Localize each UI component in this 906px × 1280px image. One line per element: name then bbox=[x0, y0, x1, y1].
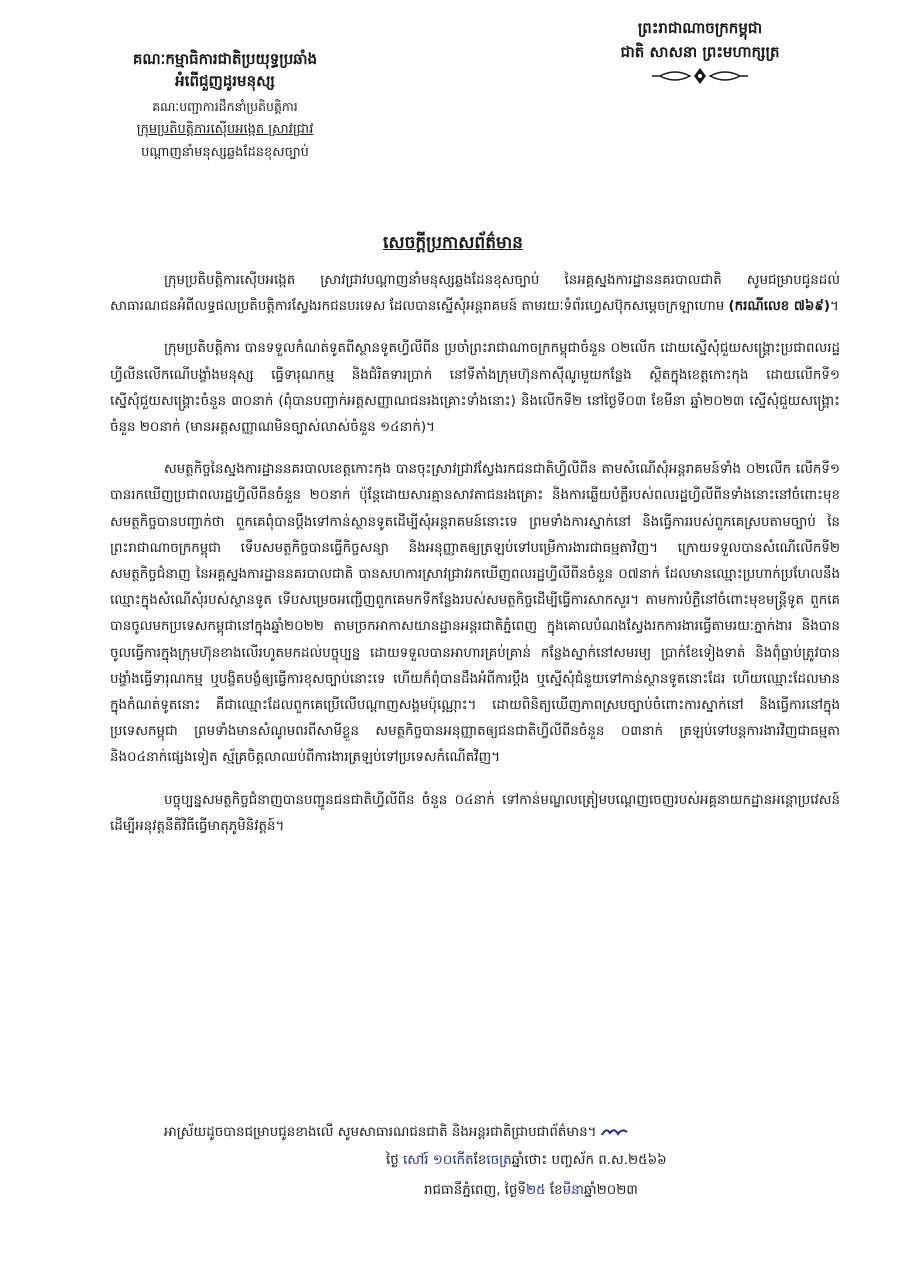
handwritten-day: ២៥ bbox=[526, 1183, 546, 1198]
handwritten-mark-icon bbox=[600, 1125, 630, 1139]
agency-name-line-1: គណៈកម្មាធិការជាតិប្រយុទ្ធប្រឆាំង bbox=[132, 50, 318, 68]
case-number: (ករណីលេខ ៧៦៩) bbox=[728, 299, 830, 315]
handwritten-lunar-day: សៅរ៍ ១០កើត bbox=[403, 1153, 474, 1168]
document-body bbox=[110, 268, 840, 840]
task-force-name-line-2: បណ្តាញនាំមនុស្សឆ្លងដែនខុសច្បាប់ bbox=[141, 145, 309, 160]
issuing-agency-header bbox=[60, 48, 390, 164]
paragraph-embassy-notes: ក្រុមប្រតិបត្តិការ បានទទួលកំណត់ទូតពីស្ថានទូតហ្វីលីពីន ប្រចាំព្រះរាជាណាចក្រកម្ពុជាចំនួន ០២លើក ដោយស្នើសុំជួយសង្គ្រោះប្រជាពលរដ្ឋហ្វីលីនលើកណើបង្ខាំងមនុស្ស ធ្វើទារុណកម្ម និងជំរិតទារប្រាក់ នៅទីតាំងក្រុមហ៊ុនកាស៊ីណូមួយកន្លែង ស្ថិតក្នុងខេត្តកោះកុង ដោយលើកទី១ ស្នើសុំជួយសង្គ្រោះចំនួន ៣០នាក់ (ពុំបានបញ្ជាក់អត្តសញ្ញាណជនរងគ្រោះទាំងនោះ) និងលើកទី២ នៅថ្ងៃទី០៣ ខែមីនា ឆ្នាំ២០២៣ ស្នើសុំជួយសង្គ្រោះចំនួន ២០នាក់ (មានអត្តសញ្ញាណមិនច្បាស់លាស់ចំនួន ១៤នាក់)។ bbox=[110, 341, 840, 436]
paragraph-investigation: សមត្ថកិច្ចនៃស្នងការដ្ឋាននគរបាលខេត្តកោះកុង បានចុះស្រាវជ្រាវស្វែងរកជនជាតិហ្វីលីពីន តាមសំណើសុំអន្តរាគមន៍ទាំង ០២លើក លើកទី១ បានរកឃើញប្រជាពលរដ្ឋហ្វីលីពីនចំនួន ២០នាក់ ប៉ុន្តែដោយសារគ្មានសាវតាជនរងគ្រោះ និងការឆ្លើយបំភ្លឺរបស់ពលរដ្ឋហ្វីលីពីនទាំងនោះនៅចំពោះមុខសមត្ថកិច្ចបានបញ្ជាក់ថា ពួកគេពុំបានប្តឹងទៅកាន់ស្ថានទូតដើម្បីសុំអន្តរាគមន៍នោះទេ ព្រមទាំងការស្នាក់នៅ និងធ្វើការរបស់ពួកគេស្របតាមច្បាប់ នៃព្រះរាជាណាចក្រកម្ពុជា ទើបសមត្ថកិច្ចបានធ្វើកិច្ចសន្យា និងអនុញ្ញាតឲ្យត្រឡប់ទៅបម្រើការងារជាធម្មតាវិញ។ ក្រោយទទួលបានសំណើលើកទី២ សមត្ថកិច្ចជំនាញ នៃអគ្គស្នងការដ្ឋាននគរបាលជាតិ បានសហការស្រាវជ្រាវរកឃើញពលរដ្ឋហ្វីលីពីនចំនួន ០៧នាក់ ដែលមានឈ្មោះប្រហាក់ប្រហែលនឹងឈ្មោះក្នុងសំណើសុំរបស់ស្ថានទូត ទើបសម្រេចអញ្ជើញពួកគេមកទីកន្លែងរបស់សមត្ថកិច្ចដើម្បីធ្វើការសាកសួរ។ តាមការបំភ្លឺនៅចំពោះមុខមន្ត្រីទូត ពួកគេបានចូលមកប្រទេសកម្ពុជានៅក្នុងឆ្នាំ២០២២ តាមច្រកអាកាសយានដ្ឋានអន្តរជាតិភ្នំពេញ ក្នុងគោលបំណងស្វែងរកការងារធ្វើតាមរយៈភ្នាក់ងារ និងបានចូលធ្វើការក្នុងក្រុមហ៊ុនខាងលើរហូតមកដល់បច្ចុប្បន្ន ដោយទទួលបានអាហារគ្រប់គ្រាន់ កន្លែងស្នាក់នៅសមរម្យ ប្រាក់ខែទៀងទាត់ និងពុំធ្លាប់ត្រូវបានបង្ខាំងធ្វើទារុណកម្ម ឬបង្ខិតបង្ខំឲ្យធ្វើការខុសច្បាប់នោះទេ ហើយក៏ពុំបានដឹងអំពីការប្តឹង ឬស្នើសុំជំនួយទៅកាន់ស្ថានទូតនោះដែរ ហើយឈ្មោះដែលមានក្នុងកំណត់ទូតនោះ គឺជាឈ្មោះដែលពួកគេប្រើលើបណ្តាញសង្គមប៉ុណ្ណោះ។ ដោយពិនិត្យឃើញភាពស្របច្បាប់ចំពោះការស្នាក់នៅ និងធ្វើការនៅក្នុងប្រទេសកម្ពុជា ព្រមទាំងមានសំណូមពរពីសាមីខ្លួន សមត្ថកិច្ចបានអនុញ្ញាតឲ្យជនជាតិហ្វីលីពីនចំនួន ០៣នាក់ ត្រឡប់ទៅបន្តការងារវិញជាធម្មតា និង០៤នាក់ផ្សេងទៀត ស្ម័គ្រចិត្តលាឈប់ពីការងារត្រឡប់ទៅប្រទេសកំណើតវិញ។ bbox=[110, 462, 840, 766]
intro-text: ក្រុមប្រតិបត្តិការស៊ើបអង្កេត ស្រាវជ្រាវបណ្តាញនាំមនុស្សឆ្លងដែនខុសច្បាប់ នៃអគ្គស្នងការដ្ឋាននគរបាលជាតិ សូមជម្រាបជូនដល់សាធារណជនអំពីលទ្ធផលប្រតិបត្តិការស្វែងរកជនបរទេស ដែលបានស្នើសុំអន្តរាគមន៍ តាមរយៈទំព័រហ្វេសប៊ុកសម្តេចក្រឡាហោម bbox=[110, 273, 840, 315]
intro-end: ។ bbox=[829, 299, 839, 315]
kingdom-name: ព្រះរាជាណាចក្រកម្ពុជា bbox=[637, 19, 763, 37]
closing-statement: អាស្រ័យដូចបានជម្រាបជូនខាងលើ សូមសាធារណជនជាតិ និងអន្តរជាតិជ្រាបជាព័ត៌មាន។ bbox=[164, 1120, 630, 1146]
kingdom-motto-header bbox=[585, 16, 815, 86]
handwritten-month: មីនា bbox=[562, 1183, 584, 1198]
paragraph-intro bbox=[110, 268, 840, 320]
handwritten-lunar-month: ចេត្រ bbox=[486, 1153, 512, 1168]
lunar-date-line: ថ្ងៃ សៅរ៍ ១០កើតខែចេត្រឆ្នាំថោះ បញ្ចស័ក ព.ស.២៥៦៦ bbox=[386, 1153, 667, 1168]
command-name: គណៈបញ្ជាការដឹកនាំប្រតិបត្តិការ bbox=[152, 99, 298, 114]
task-force-name-line-1: ក្រុមប្រតិបត្តិការស៊ើបអង្កេត ស្រាវជ្រាវ bbox=[136, 122, 314, 137]
paragraph-current-status: បច្ចុប្បន្នសមត្ថកិច្ចជំនាញបានបញ្ជូនជនជាតិហ្វីលីពីន ចំនួន ០៤នាក់ ទៅកាន់មណ្ឌលត្រៀមបណ្តេញចេញរបស់អគ្គនាយកដ្ឋានអន្តោប្រវេសន៍ ដើម្បីអនុវត្តនីតិវិធីធ្វើមាតុភូមិនិវត្តន៍។ bbox=[110, 792, 840, 834]
national-motto: ជាតិ សាសនា ព្រះមហាក្សត្រ bbox=[620, 43, 780, 61]
gregorian-date-line: រាជធានីភ្នំពេញ, ថ្ងៃទី២៥ ខែមីនាឆ្នាំ២០២៣ bbox=[424, 1183, 638, 1198]
agency-name-line-2: អំពើជួញដូរមនុស្ស bbox=[175, 72, 275, 90]
document-title: សេចក្តីប្រកាសព័ត៌មាន bbox=[383, 233, 523, 253]
decorative-ornament-icon bbox=[650, 66, 750, 86]
